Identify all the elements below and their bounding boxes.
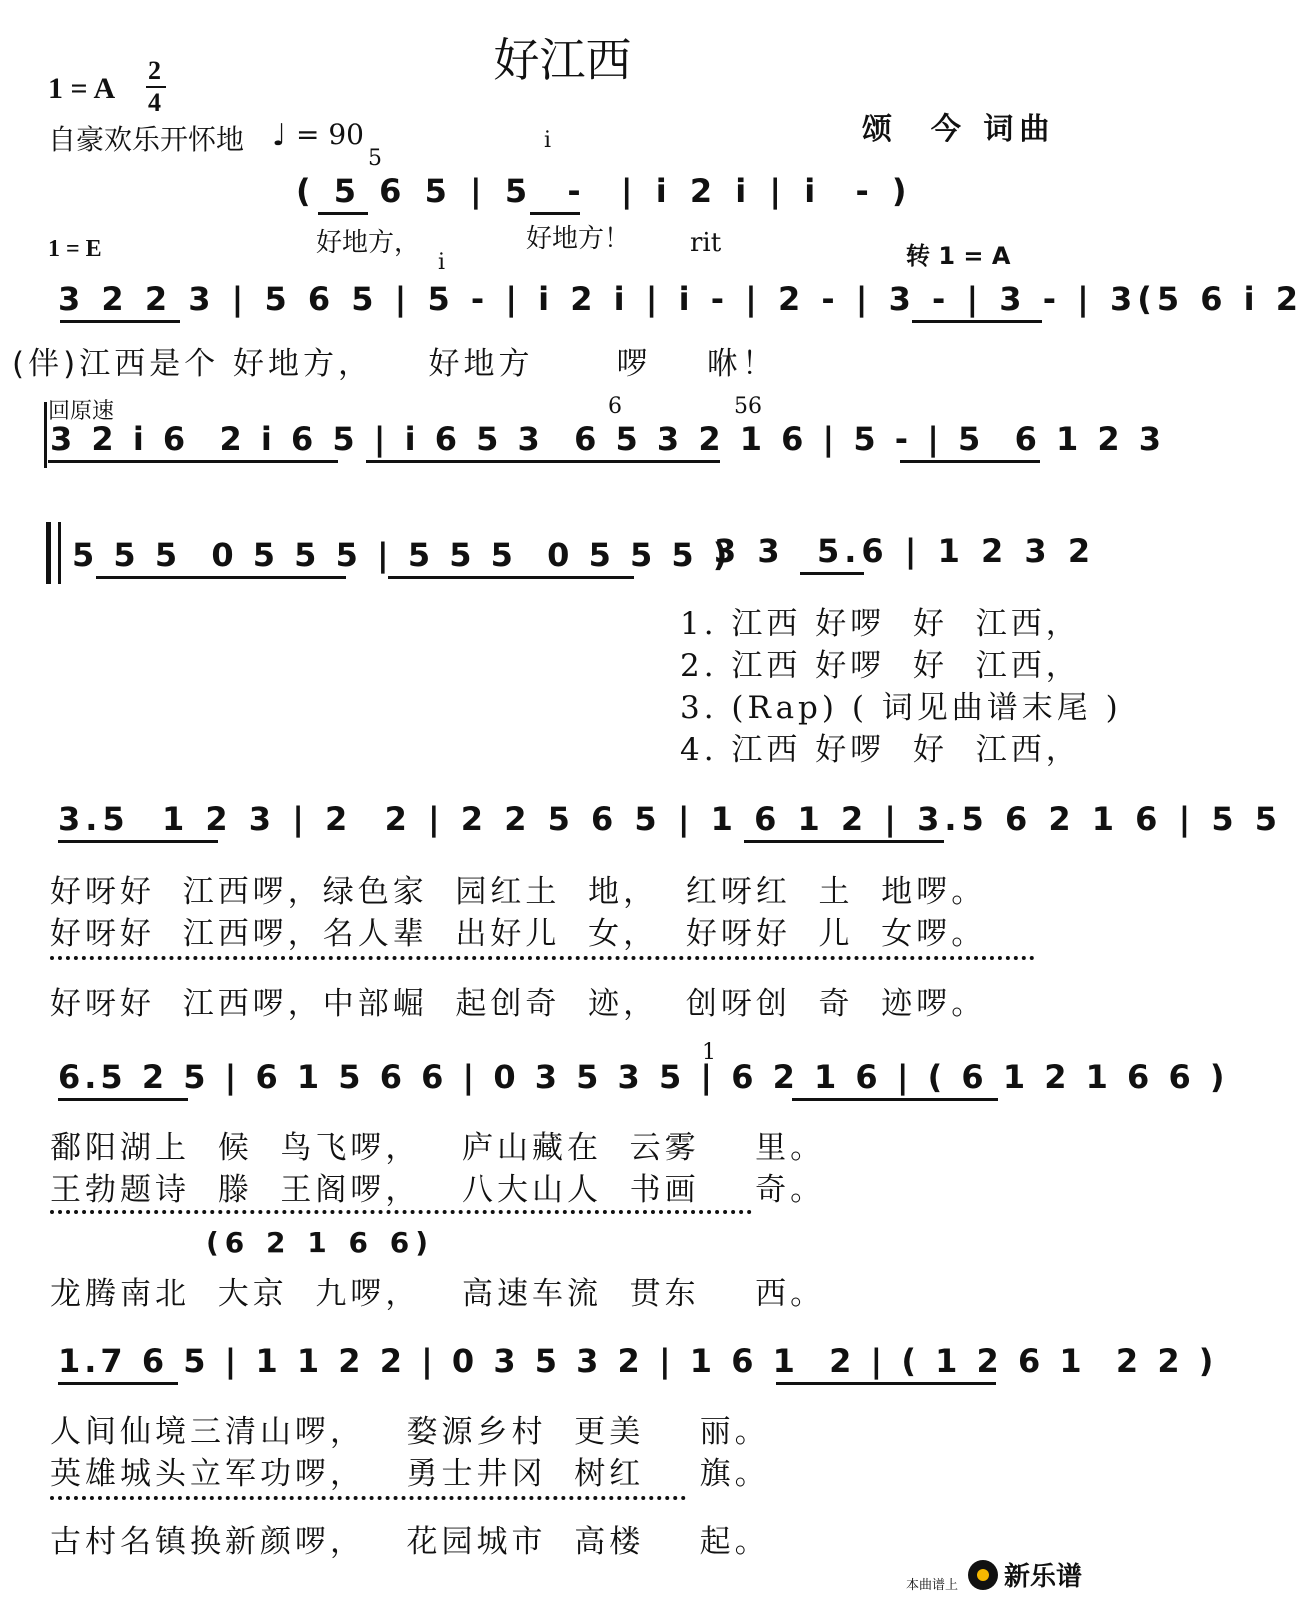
line2-beam-3 bbox=[900, 460, 1040, 463]
line3-beam bbox=[96, 576, 346, 579]
tempo-resume-mark: 回原速 bbox=[48, 399, 115, 424]
line6-lyric-1: 人间仙境三清山啰， 婺源乡村 更美 丽。 bbox=[50, 1414, 770, 1450]
intro-grace-note: 5 bbox=[368, 146, 382, 171]
tempo-text: 自豪欢乐开怀地 bbox=[48, 123, 245, 156]
line6-beam bbox=[58, 1382, 178, 1385]
line1-lyric: (伴)江西是个 好地方， 好地方 啰 咻！ bbox=[12, 346, 777, 382]
repeat-start-thin bbox=[58, 522, 61, 584]
line6-lyric-2: 英雄城头立军功啰， 勇士井冈 树红 旗。 bbox=[50, 1456, 770, 1492]
line3-notes-a: 5 5 5 0 5 5 5 | 5 5 5 0 5 5 5 ) bbox=[72, 536, 732, 574]
composer: 颂 今 词曲 bbox=[862, 112, 1056, 147]
intro-notes: ( 5 6 5 | 5 - | i 2 i | i - ) bbox=[296, 172, 913, 210]
tempo-value: = 90 bbox=[296, 118, 364, 151]
intro-beam bbox=[318, 212, 368, 215]
time-signature-denominator: 4 bbox=[148, 88, 161, 117]
line5-alt-notes: (6 2 1 6 6) bbox=[206, 1226, 434, 1259]
time-signature-numerator: 2 bbox=[148, 56, 161, 85]
line5-lyric-1: 鄱阳湖上 候 鸟飞啰， 庐山藏在 云雾 里。 bbox=[50, 1130, 826, 1166]
score-title: 好江西 bbox=[493, 33, 632, 87]
line2-beam-2 bbox=[366, 460, 720, 463]
line1-key: 1 = E bbox=[48, 236, 102, 262]
line6-beam-2 bbox=[776, 1382, 996, 1385]
line5-notes: 6.5 2 5 | 6 1 5 6 6 | 0 3 5 3 5 | 6 2 1 6 | ( 6 1 2 1 6 6 ) bbox=[58, 1058, 1229, 1096]
verse-label-2: 2. 江西 好啰 好 江西， bbox=[680, 648, 1081, 684]
intro-beam-2 bbox=[530, 212, 580, 215]
line3-beam-3 bbox=[800, 572, 864, 575]
verse-label-1: 1. 江西 好啰 好 江西， bbox=[680, 606, 1081, 642]
line2-grace-note: 56 bbox=[734, 394, 762, 419]
line1-beam bbox=[60, 320, 180, 323]
intro-lyric-b: 好地方！ bbox=[526, 224, 631, 254]
tuplet-mark: 6 bbox=[608, 394, 622, 419]
line2-beam bbox=[48, 460, 338, 463]
quarter-note-icon: ♩ bbox=[272, 118, 287, 153]
key-signature: 1 = A bbox=[48, 72, 116, 105]
line1-notes: 3 2 2 3 | 5 6 5 | 5 - | i 2 i | i - | 2 - | 3 - | 3 - | 3(5 6 i 2 bbox=[58, 280, 1303, 318]
intro-lyric-a: 好地方， bbox=[316, 228, 421, 258]
modulation-mark: 转 1 = A bbox=[906, 242, 1011, 270]
dotted-separator bbox=[50, 956, 1035, 960]
line5-grace-note: 1 bbox=[702, 1040, 716, 1065]
verse-label-3: 3. (Rap) ( 词见曲谱末尾 ) bbox=[680, 690, 1122, 726]
line4-beam bbox=[58, 840, 218, 843]
line4-notes: 3.5 1 2 3 | 2 2 | 2 2 5 6 5 | 1 6 1 2 | 3.5 6 2 1 6 | 5 5 bbox=[58, 800, 1283, 838]
line2-notes: 3 2 i 6 2 i 6 5 | i 6 5 3 6 5 3 2 1 6 | 5 - | 5 6 1 2 3 bbox=[50, 420, 1166, 458]
line5-lyric-3: 龙腾南北 大京 九啰， 高速车流 贯东 西。 bbox=[50, 1276, 826, 1312]
intro-grace-note-2: i bbox=[544, 128, 552, 153]
line5-beam bbox=[58, 1098, 188, 1101]
line4-beam-2 bbox=[744, 840, 944, 843]
line6-notes: 1.7 6 5 | 1 1 2 2 | 0 3 5 3 2 | 1 6 1 2 | ( 1 2 6 1 2 2 ) bbox=[58, 1342, 1218, 1380]
line5-lyric-2: 王勃题诗 滕 王阁啰， 八大山人 书画 奇。 bbox=[50, 1172, 826, 1208]
line1-grace-note: i bbox=[438, 250, 446, 275]
dotted-separator-2 bbox=[50, 1210, 752, 1214]
line6-lyric-3: 古村名镇换新颜啰， 花园城市 高楼 起。 bbox=[50, 1524, 770, 1560]
dotted-separator-3 bbox=[50, 1496, 686, 1500]
line3-notes-b: 3 3 5.6 | 1 2 3 2 bbox=[714, 532, 1096, 570]
brand-name: 新乐谱 bbox=[1004, 1562, 1083, 1592]
brand-logo bbox=[968, 1556, 1082, 1593]
line4-lyric-3: 好呀好 江西啰，中部崛 起创奇 迹， 创呀创 奇 迹啰。 bbox=[50, 986, 987, 1022]
line3-beam-2 bbox=[388, 576, 634, 579]
footer-note: 本曲谱上 bbox=[906, 1578, 959, 1593]
line4-lyric-2: 好呀好 江西啰，名人辈 出好儿 女， 好呀好 儿 女啰。 bbox=[50, 916, 987, 952]
verse-label-4: 4. 江西 好啰 好 江西， bbox=[680, 732, 1081, 768]
line4-lyric-1: 好呀好 江西啰，绿色家 园红土 地， 红呀红 土 地啰。 bbox=[50, 874, 987, 910]
line5-beam-2 bbox=[792, 1098, 998, 1101]
barline-start bbox=[44, 402, 47, 468]
line1-beam-2 bbox=[912, 320, 1042, 323]
record-icon bbox=[968, 1560, 998, 1590]
repeat-start-thick bbox=[46, 522, 51, 584]
rit-mark: rit bbox=[690, 228, 722, 258]
